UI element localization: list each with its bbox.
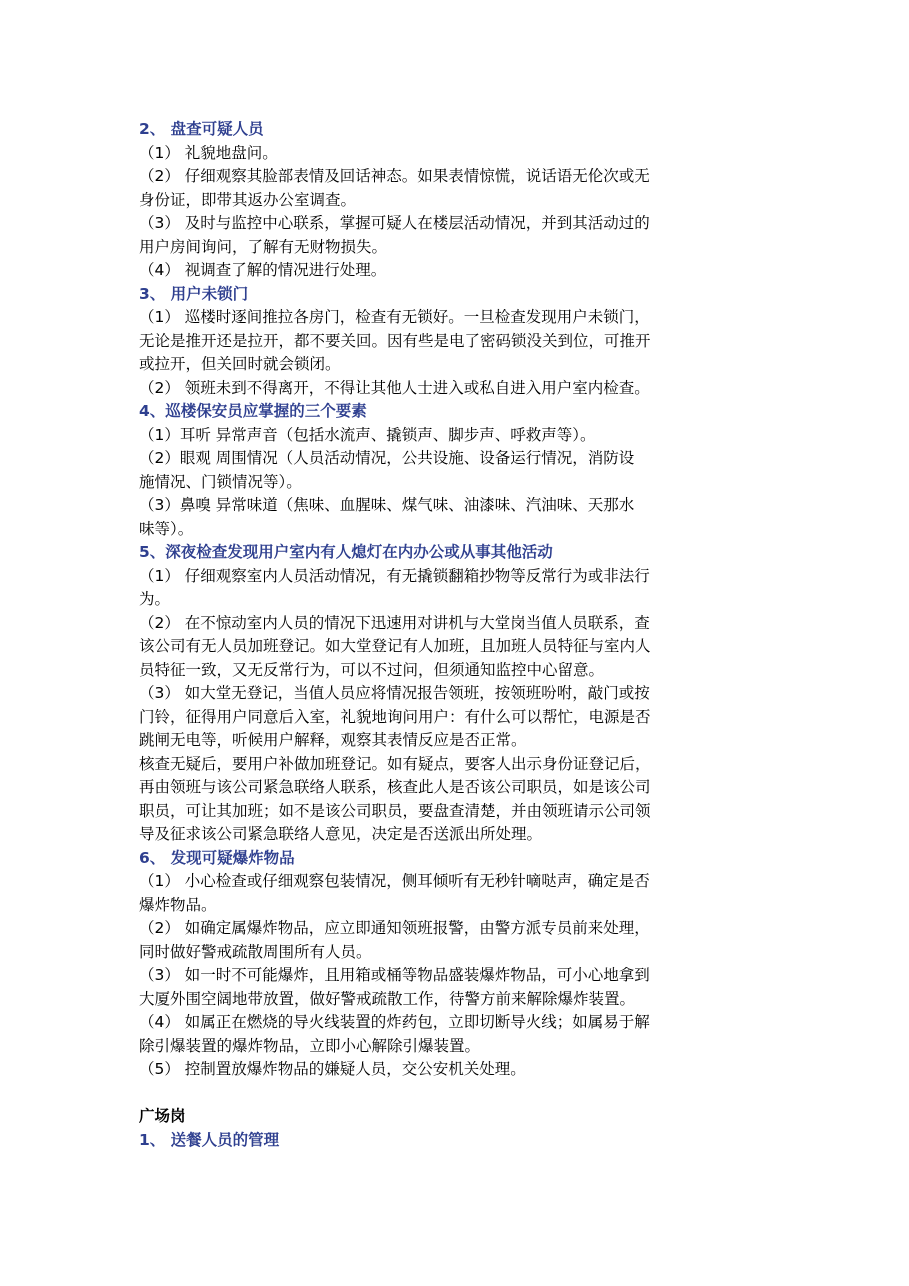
paragraph-line: （5） 控制置放爆炸物品的嫌疑人员，交公安机关处理。	[139, 1060, 526, 1078]
paragraph-line: （1） 小心检查或仔细观察包装情况，侧耳倾听有无秒针嘀哒声，确定是否	[139, 872, 650, 890]
paragraph-line: 爆炸物品。	[139, 895, 217, 914]
section-heading: 1、 送餐人员的管理	[139, 1130, 280, 1149]
paragraph-line: 用户房间询问，了解有无财物损失。	[139, 237, 388, 256]
paragraph-line: （1） 仔细观察室内人员活动情况，有无撬锁翻箱抄物等反常行为或非法行	[139, 566, 650, 585]
paragraph-line: 无论是推开还是拉开，都不要关回。因有些是电了密码锁没关到位，可推开	[139, 331, 651, 350]
section-heading: 3、 用户未锁门	[139, 284, 249, 303]
paragraph-line: （1）耳听 异常声音（包括水流声、撬锁声、脚步声、呼救声等）。	[139, 425, 596, 444]
paragraph-line: 导及征求该公司紧急联络人意见，决定是否送派出所处理。	[139, 825, 543, 843]
paragraph-line: （2） 仔细观察其脸部表情及回话神态。如果表情惊慌，说话语无伦次或无	[139, 167, 650, 185]
paragraph-line: （2） 如确定属爆炸物品，应立即通知领班报警，由警方派专员前来处理，	[139, 919, 650, 937]
paragraph-line: （3）鼻嗅 异常味道（焦味、血腥味、煤气味、油漆味、汽油味、天那水	[139, 496, 635, 514]
paragraph-line: （1） 礼貌地盘问。	[139, 143, 278, 162]
plaza-title: 广场岗	[139, 1107, 186, 1125]
paragraph-line: （2） 在不惊动室内人员的情况下迅速用对讲机与大堂岗当值人员联系，查	[139, 613, 650, 632]
section-heading: 2、 盘查可疑人员	[139, 120, 264, 138]
section-heading: 5、深夜检查发现用户室内有人熄灯在内办公或从事其他活动	[139, 543, 553, 561]
paragraph-line: 或拉开，但关回时就会锁闭。	[139, 355, 341, 373]
document-page	[139, 118, 775, 1152]
paragraph-line: （2）眼观 周围情况（人员活动情况，公共设施、设备运行情况，消防设	[139, 449, 635, 467]
paragraph-line: 大厦外围空阔地带放置，做好警戒疏散工作，待警方前来解除爆炸装置。	[139, 989, 636, 1008]
paragraph-line: （2） 领班未到不得离开，不得让其他人士进入或私自进入用户室内检查。	[139, 378, 650, 397]
paragraph-line: （3） 如一时不可能爆炸，且用箱或桶等物品盛装爆炸物品，可小心地拿到	[139, 966, 650, 984]
section-heading: 6、 发现可疑爆炸物品	[139, 848, 295, 867]
paragraph-line: 核查无疑后，要用户补做加班登记。如有疑点，要客人出示身份证登记后，	[139, 754, 651, 773]
paragraph-line: 为。	[139, 590, 171, 608]
paragraph-line: 除引爆装置的爆炸物品，立即小心解除引爆装置。	[139, 1036, 481, 1055]
paragraph-line: （3） 如大堂无登记，当值人员应将情况报告领班，按领班吩咐，敲门或按	[139, 684, 650, 702]
paragraph-line: （4） 视调查了解的情况进行处理。	[139, 261, 387, 279]
paragraph-line: 职员，可让其加班；如不是该公司职员，要盘查清楚，并由领班请示公司领	[139, 801, 651, 820]
paragraph-line: （1） 巡楼时逐间推拉各房门，检查有无锁好。一旦检查发现用户未锁门，	[139, 308, 650, 326]
paragraph-line: （4） 如属正在燃烧的导火线装置的炸药包，立即切断导火线；如属易于解	[139, 1013, 650, 1031]
paragraph-line: （3） 及时与监控中心联系，掌握可疑人在楼层活动情况，并到其活动过的	[139, 214, 650, 232]
paragraph-line: 该公司有无人员加班登记。如大堂登记有人加班，且加班人员特征与室内人	[139, 637, 651, 655]
paragraph-line: 身份证，即带其返办公室调查。	[139, 190, 357, 209]
paragraph-line: 施情况、门锁情况等）。	[139, 472, 302, 491]
section-heading: 4、巡楼保安员应掌握的三个要素	[139, 402, 367, 420]
paragraph-line: 味等）。	[139, 519, 194, 538]
paragraph-line: 跳闸无电等，听候用户解释，观察其表情反应是否正常。	[139, 731, 527, 749]
paragraph-line: 门铃，征得用户同意后入室，礼貌地询问用户：有什么可以帮忙，电源是否	[139, 707, 651, 726]
blank-line	[139, 1082, 775, 1106]
paragraph-line: 再由领班与该公司紧急联络人联系，核查此人是否该公司职员，如是该公司	[139, 778, 651, 796]
paragraph-line: 员特征一致，又无反常行为，可以不过问，但须通知监控中心留意。	[139, 660, 605, 679]
paragraph-line: 同时做好警戒疏散周围所有人员。	[139, 942, 372, 961]
